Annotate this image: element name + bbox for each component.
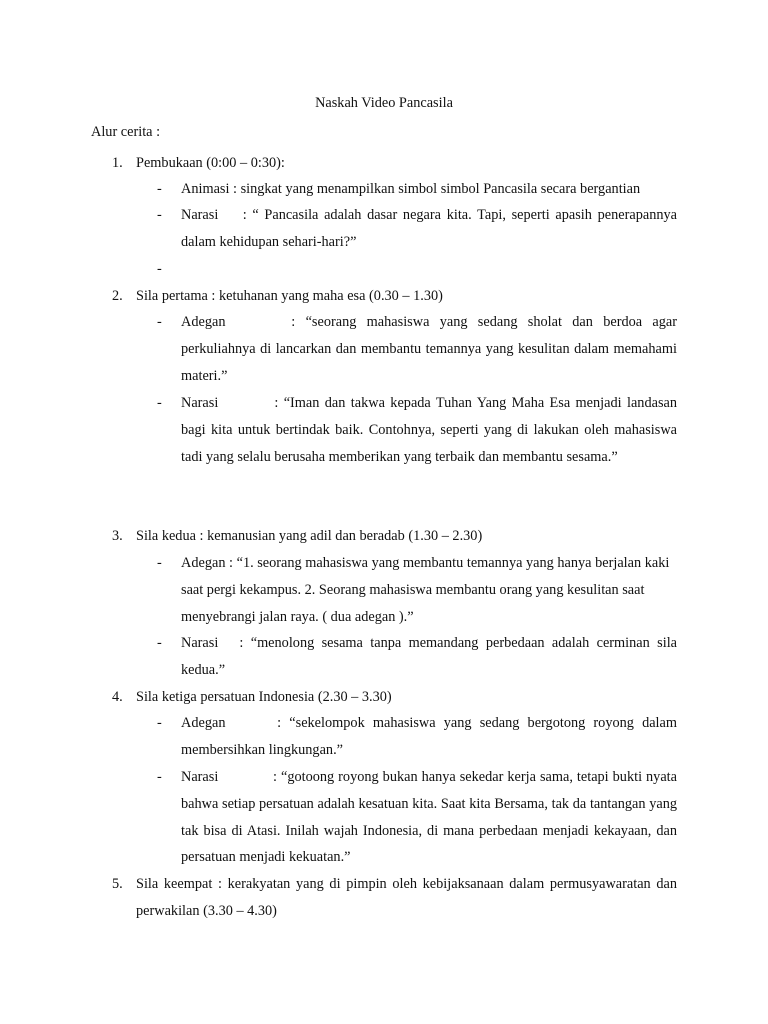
point-text: “gotoong royong bukan hanya sekedar kerja sama, tetapi bukti nyata bahwa setiap persatuan adalah kesatuan kita. Saat kita Bersama, tak da tantangan yang tak bisa di Atasi. Inilah wajah Indonesia, di mana perbedaan menjadi kekayaan, dan persatuan menjadi kekuatan.” xyxy=(181,769,677,866)
document-title: Naskah Video Pancasila xyxy=(315,95,453,111)
point-label: Adegan xyxy=(181,314,226,330)
point-text: singkat yang menampilkan simbol simbol Pancasila secara bergantian xyxy=(240,181,641,197)
point-separator: : xyxy=(229,181,241,197)
point-text: “sekelompok mahasiswa yang sedang bergotong royong dalam membersihkan lingkungan.” xyxy=(181,715,677,758)
point-separator: : xyxy=(269,715,290,731)
section-number: 4. xyxy=(112,689,123,705)
point-text: “seorang mahasiswa yang sedang sholat dan berdoa agar perkuliahnya di lancarkan dan membantu temannya yang kesulitan dalam memahami materi.” xyxy=(181,314,677,384)
section-number: 3. xyxy=(112,528,123,544)
point-label: Narasi xyxy=(181,635,219,651)
point-label: Narasi xyxy=(181,207,219,223)
bullet-dash: - xyxy=(157,181,162,197)
point-text: “Iman dan takwa kepada Tuhan Yang Maha Esa menjadi landasan bagi kita untuk bertindak baik. Contohnya, seperti yang di lakukan oleh mahasiswa tadi yang selalu berusaha memberikan yang terbaik dan membantu sesama.” xyxy=(181,395,677,465)
point-text: “1. seorang mahasiswa yang membantu temannya yang hanya berjalan kaki saat pergi kekampus. 2. Seorang mahasiswa membantu orang yang kesulitan saat menyebrangi jalan raya. ( dua adegan ).” xyxy=(181,555,670,625)
bullet-dash: - xyxy=(157,769,162,785)
section-title: Sila keempat : kerakyatan yang di pimpin oleh kebijaksanaan dalam permusyawaratan dan perwakilan (3.30 – 4.30) xyxy=(136,876,677,919)
bullet-dash: - xyxy=(157,555,162,571)
point-label: Adegan xyxy=(181,555,226,571)
point-separator: : xyxy=(225,555,237,571)
point-separator: : xyxy=(237,207,253,223)
bullet-dash: - xyxy=(157,261,162,277)
point-separator: : xyxy=(281,314,306,330)
bullet-dash: - xyxy=(157,395,162,411)
section-title: Sila kedua : kemanusian yang adil dan beradab (1.30 – 2.30) xyxy=(136,528,483,544)
point-separator: : xyxy=(269,769,281,785)
point-label: Animasi xyxy=(181,181,230,197)
bullet-dash: - xyxy=(157,314,162,330)
point-label: Narasi xyxy=(181,769,219,785)
bullet-dash: - xyxy=(157,207,162,223)
point-label: Narasi xyxy=(181,395,219,411)
point-separator: : xyxy=(232,635,251,651)
point-separator: : xyxy=(269,395,284,411)
section-title: Sila pertama : ketuhanan yang maha esa (0.30 – 1.30) xyxy=(136,288,443,304)
section-number: 5. xyxy=(112,876,123,892)
section-title: Pembukaan (0:00 – 0:30): xyxy=(136,155,285,171)
point-label: Adegan xyxy=(181,715,226,731)
point-text: “ Pancasila adalah dasar negara kita. Tapi, seperti apasih penerapannya dalam kehidupan sehari-hari?” xyxy=(181,207,677,250)
story-flow-heading: Alur cerita : xyxy=(91,124,161,140)
section-title: Sila ketiga persatuan Indonesia (2.30 – 3.30) xyxy=(136,689,392,705)
point-text: “menolong sesama tanpa memandang perbedaan adalah cerminan sila kedua.” xyxy=(181,635,678,678)
section-number: 1. xyxy=(112,155,123,171)
section-number: 2. xyxy=(112,288,123,304)
bullet-dash: - xyxy=(157,715,162,731)
bullet-dash: - xyxy=(157,635,162,651)
